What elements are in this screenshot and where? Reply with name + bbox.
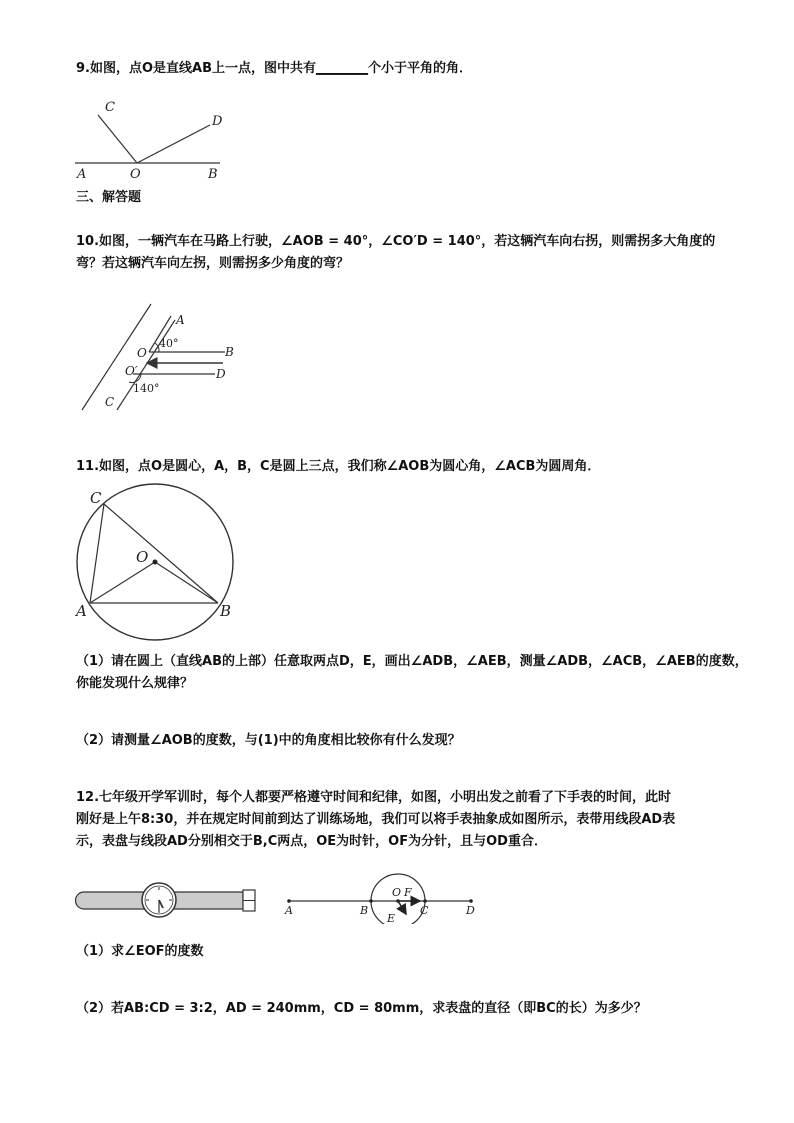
q12-watch-circle bbox=[371, 874, 425, 924]
q12-point-d bbox=[469, 899, 473, 903]
q9-label-o: O bbox=[130, 167, 141, 182]
q12-hour-hand-oe bbox=[398, 901, 406, 914]
q12-point-c bbox=[423, 899, 427, 903]
q10-label-a: A bbox=[176, 313, 185, 327]
q9-text bbox=[76, 58, 472, 80]
q12-line1: 12.七年级开学军训时，每个人都要严格遵守时间和纪律，如图，小明出发之前看了下手表的时间，此时 bbox=[76, 790, 672, 805]
q9-ray-oc bbox=[98, 115, 137, 163]
q12-point-b bbox=[369, 899, 373, 903]
q11-label-b: B bbox=[220, 602, 232, 620]
q12-p2: （2）若AB:CD = 3:2，AD = 240mm，CD = 80mm，求表盘的直径（即BC的长）为多少？ bbox=[76, 1001, 647, 1016]
q12-point-o bbox=[396, 899, 400, 903]
q10-angle-140: 140° bbox=[133, 382, 160, 395]
q12-label-f: F bbox=[404, 886, 412, 899]
q10-label-o-prime: O′ bbox=[125, 364, 138, 378]
q12-point-a bbox=[287, 899, 291, 903]
q11-segment-cb bbox=[104, 504, 218, 603]
q12-label-o: O bbox=[392, 886, 402, 899]
q12-line-figure bbox=[280, 872, 480, 924]
q11-label-o: O bbox=[136, 548, 149, 566]
q10-label-b: B bbox=[225, 345, 234, 359]
q11-center-dot bbox=[153, 560, 158, 565]
q11-segment-oa bbox=[90, 562, 155, 603]
q11-p2: （2）请测量∠AOB的度数，与(1)中的角度相比较你有什么发现？ bbox=[76, 733, 461, 748]
q12-line3: 示，表盘与线段AD分别相交于B,C两点，OE为时针，OF为分针，且与OD重合． bbox=[76, 834, 547, 849]
q11-p1-line2: 你能发现什么规律？ bbox=[76, 676, 194, 691]
q11-p1-line1: （1）请在圆上（直线AB的上部）任意取两点D，E，画出∠ADB，∠AEB，测量∠ADB，∠ACB，∠AEB的度数， bbox=[76, 654, 748, 669]
q12-line2: 刚好是上午8:30，并在规定时间前到达了训练场地，我们可以将手表抽象成如图所示，表带用线段AD表 bbox=[76, 812, 676, 827]
q9-label-c: C bbox=[105, 100, 115, 115]
q10-figure bbox=[75, 300, 250, 415]
q9-label-b: B bbox=[208, 167, 218, 182]
q12-label-d: D bbox=[466, 904, 475, 917]
q10-line2: 弯？若这辆汽车向左拐，则需拐多少角度的弯？ bbox=[76, 256, 350, 271]
section-title: 三、解答题 bbox=[76, 190, 142, 205]
q12-label-c: C bbox=[420, 904, 429, 917]
q9-ray-od bbox=[137, 125, 210, 163]
q9-text-b: 个小于平角的角． bbox=[368, 61, 473, 76]
q10-label-c: C bbox=[105, 395, 115, 409]
q12-label-a: A bbox=[285, 904, 293, 917]
q11-segment-ca bbox=[90, 504, 104, 603]
q11-intro: 11.如图，点O是圆心，A，B，C是圆上三点，我们称∠AOB为圆心角，∠ACB为圆周角． bbox=[76, 459, 601, 474]
q11-segment-ob bbox=[155, 562, 218, 603]
q12-watch-figure bbox=[75, 880, 260, 920]
q10-angle-40: 40° bbox=[159, 337, 179, 350]
q9-label-d: D bbox=[212, 114, 223, 129]
q11-label-c: C bbox=[90, 489, 102, 507]
q11-figure bbox=[72, 482, 242, 642]
q11-label-a: A bbox=[76, 602, 87, 620]
q10-label-d: D bbox=[216, 367, 226, 381]
q9-label-a: A bbox=[77, 167, 87, 182]
q12-p1: （1）求∠EOF的度数 bbox=[76, 944, 204, 959]
q9-text-a: 9.如图，点O是直线AB上一点，图中共有 bbox=[76, 61, 317, 76]
q9-figure bbox=[70, 95, 230, 185]
q10-line1: 10.如图，一辆汽车在马路上行驶，∠AOB = 40°，∠CO′D = 140°，若这辆汽车向右拐，则需拐多大角度的 bbox=[76, 234, 716, 249]
q12-label-b: B bbox=[360, 904, 369, 917]
q9-blank[interactable]: ________ bbox=[316, 61, 369, 76]
q12-label-e: E bbox=[387, 912, 396, 924]
q10-label-o: O bbox=[137, 346, 147, 360]
